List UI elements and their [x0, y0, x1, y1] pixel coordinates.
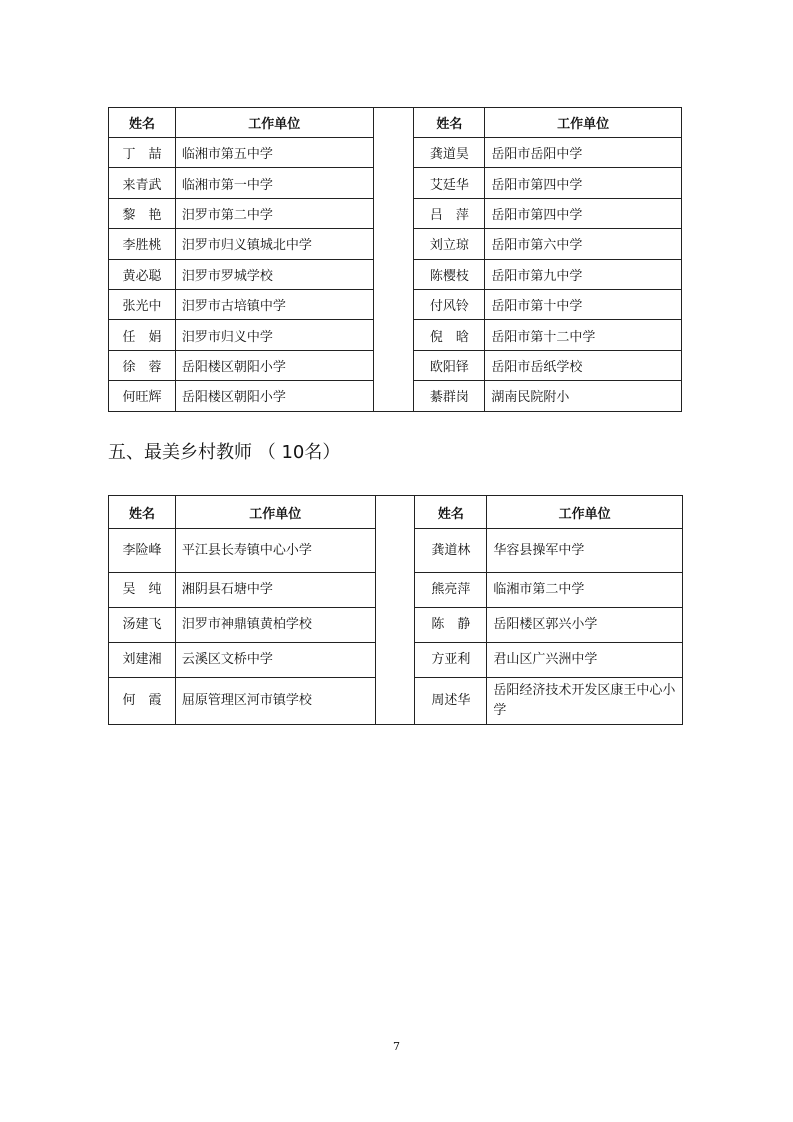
- header-name: 姓名: [414, 108, 485, 138]
- teacher-name: 周述华: [415, 678, 487, 725]
- work-unit: 岳阳市第九中学: [485, 259, 682, 289]
- work-unit: 汨罗市罗城学校: [175, 259, 373, 289]
- header-row: [109, 496, 683, 529]
- teacher-table-1: [108, 107, 682, 412]
- teacher-name: 方亚利: [415, 643, 487, 678]
- teacher-name: 吴 纯: [109, 573, 176, 608]
- teacher-name: 何旺辉: [109, 381, 176, 411]
- header-row: [109, 108, 682, 138]
- work-unit: 岳阳楼区郭兴小学: [487, 608, 683, 643]
- rural-teacher-table: [108, 495, 683, 725]
- teacher-name: 龚道昊: [414, 138, 485, 168]
- teacher-name: 李险峰: [109, 529, 176, 573]
- work-unit: 平江县长寿镇中心小学: [175, 529, 375, 573]
- header-name: 姓名: [109, 496, 176, 529]
- header-unit: 工作单位: [175, 108, 373, 138]
- teacher-name: 龚道林: [415, 529, 487, 573]
- teacher-name: 李胜桃: [109, 229, 176, 259]
- work-unit: 临湘市第五中学: [175, 138, 373, 168]
- teacher-name: 张光中: [109, 289, 176, 319]
- work-unit: 云溪区文桥中学: [175, 643, 375, 678]
- teacher-name: 綦群岗: [414, 381, 485, 411]
- work-unit: 君山区广兴洲中学: [487, 643, 683, 678]
- teacher-name: 刘建湘: [109, 643, 176, 678]
- teacher-name: 来青武: [109, 168, 176, 198]
- teacher-name: 欧阳铎: [414, 350, 485, 380]
- work-unit: 汨罗市归义镇城北中学: [175, 229, 373, 259]
- teacher-name: 丁 喆: [109, 138, 176, 168]
- teacher-name: 陈 静: [415, 608, 487, 643]
- teacher-name: 黄必聪: [109, 259, 176, 289]
- teacher-name: 汤建飞: [109, 608, 176, 643]
- work-unit: 临湘市第一中学: [175, 168, 373, 198]
- work-unit: 汨罗市第二中学: [175, 198, 373, 228]
- teacher-name: 吕 萍: [414, 198, 485, 228]
- page-number: 7: [393, 1040, 400, 1053]
- header-unit: 工作单位: [485, 108, 682, 138]
- work-unit: 岳阳市第十二中学: [485, 320, 682, 350]
- teacher-name: 熊亮萍: [415, 573, 487, 608]
- work-unit: 汨罗市归义中学: [175, 320, 373, 350]
- work-unit: 岳阳楼区朝阳小学: [175, 350, 373, 380]
- teacher-name: 刘立琼: [414, 229, 485, 259]
- work-unit: 临湘市第二中学: [487, 573, 683, 608]
- table-gap: [373, 108, 414, 412]
- work-unit: 汨罗市古培镇中学: [175, 289, 373, 319]
- teacher-name: 黎 艳: [109, 198, 176, 228]
- work-unit: 岳阳市第六中学: [485, 229, 682, 259]
- work-unit: 岳阳市岳阳中学: [485, 138, 682, 168]
- teacher-name: 倪 晗: [414, 320, 485, 350]
- section-heading: 五、最美乡村教师 （ 10名）: [108, 442, 341, 463]
- teacher-name: 徐 蓉: [109, 350, 176, 380]
- teacher-name: 陈樱枝: [414, 259, 485, 289]
- work-unit: 湘阴县石塘中学: [175, 573, 375, 608]
- header-name: 姓名: [109, 108, 176, 138]
- work-unit: 华容县操军中学: [487, 529, 683, 573]
- teacher-name: 艾廷华: [414, 168, 485, 198]
- work-unit: 湖南民院附小: [485, 381, 682, 411]
- teacher-name: 任 娟: [109, 320, 176, 350]
- teacher-name: 何 霞: [109, 678, 176, 725]
- work-unit: 屈原管理区河市镇学校: [175, 678, 375, 725]
- header-unit: 工作单位: [175, 496, 375, 529]
- work-unit: 岳阳市第十中学: [485, 289, 682, 319]
- teacher-name: 付风铃: [414, 289, 485, 319]
- work-unit: 岳阳市第四中学: [485, 198, 682, 228]
- work-unit: 岳阳市第四中学: [485, 168, 682, 198]
- header-unit: 工作单位: [487, 496, 683, 529]
- header-name: 姓名: [415, 496, 487, 529]
- work-unit: 岳阳楼区朝阳小学: [175, 381, 373, 411]
- work-unit: 汨罗市神鼎镇黄柏学校: [175, 608, 375, 643]
- table-gap: [375, 496, 415, 725]
- work-unit: 岳阳市岳纸学校: [485, 350, 682, 380]
- work-unit: 岳阳经济技术开发区康王中心小学: [487, 678, 683, 725]
